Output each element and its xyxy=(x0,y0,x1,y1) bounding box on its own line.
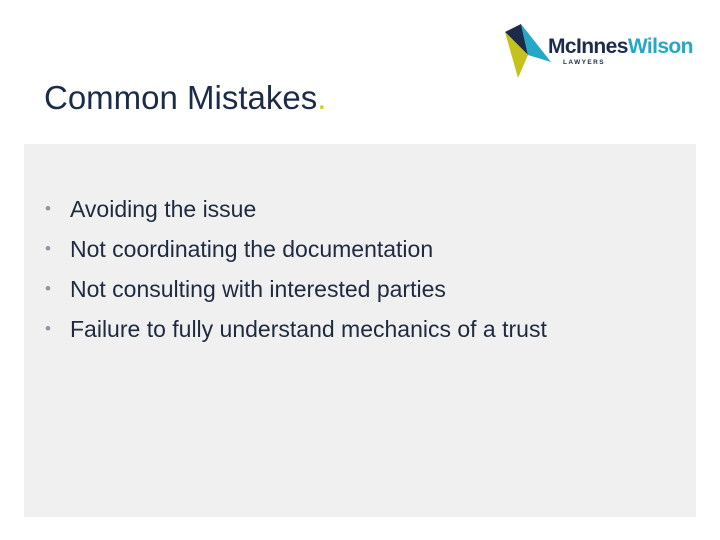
logo-name-part2: Wilson xyxy=(627,35,693,58)
slide-title-text: Common Mistakes xyxy=(44,79,318,116)
bullet-text: Failure to fully understand mechanics of a trust xyxy=(70,316,547,342)
bullet-marker: • xyxy=(45,319,51,338)
bullet-item xyxy=(24,314,696,354)
bullet-item xyxy=(24,234,696,274)
logo-name-part1: McInnes xyxy=(548,35,628,58)
bullet-item xyxy=(24,274,696,314)
title-accent-dot: . xyxy=(317,79,327,116)
bullet-text: Not coordinating the documentation xyxy=(70,236,434,262)
bullet-list xyxy=(24,194,696,354)
slide-title xyxy=(44,80,326,116)
bullet-text: Not consulting with interested parties xyxy=(70,276,446,302)
bullet-marker: • xyxy=(45,199,51,218)
bullet-marker: • xyxy=(45,279,51,298)
company-logo xyxy=(504,22,694,80)
content-panel xyxy=(24,144,696,517)
logo-tagline: LAWYERS xyxy=(563,59,605,66)
logo-wordmark xyxy=(548,36,693,57)
bird-wing-logo-icon xyxy=(504,22,554,80)
bullet-item xyxy=(24,194,696,234)
bullet-marker: • xyxy=(45,239,51,258)
bullet-text: Avoiding the issue xyxy=(70,196,257,222)
